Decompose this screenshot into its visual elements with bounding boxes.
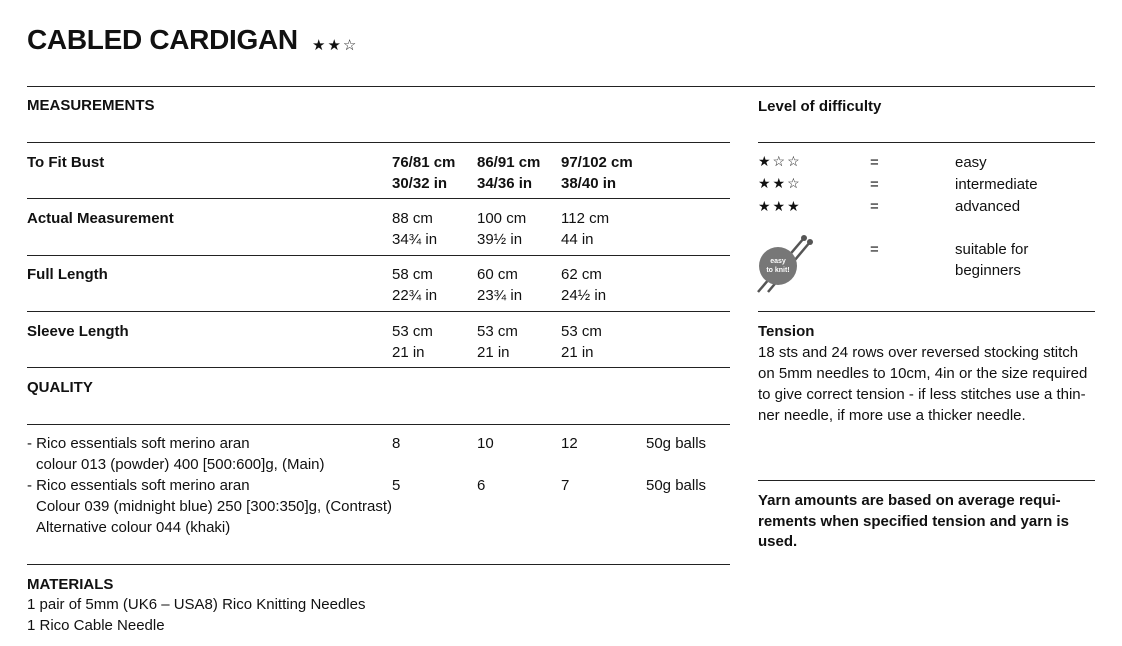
equals-sign: = — [870, 241, 879, 258]
value-cell: 53 cm 21 in — [561, 323, 602, 361]
row-label: To Fit Bust — [27, 154, 105, 171]
yarn-quantity: 7 — [561, 477, 570, 494]
divider — [758, 311, 1095, 312]
quality-heading: QUALITY — [27, 379, 93, 396]
row-label: Actual Measurement — [27, 210, 174, 227]
divider — [758, 480, 1095, 481]
divider — [27, 255, 730, 256]
divider — [27, 311, 730, 312]
divider — [27, 142, 730, 143]
divider — [27, 424, 730, 425]
value-cell: 62 cm 24½ in — [561, 266, 607, 304]
divider — [758, 142, 1095, 143]
difficulty-stars-icon: ★★☆ — [312, 37, 359, 54]
yarn-unit: 50g balls — [646, 477, 707, 494]
value-cell: 53 cm 21 in — [392, 323, 433, 361]
value-cell: 60 cm 23¾ in — [477, 266, 523, 304]
value-cell: 88 cm 34¾ in — [392, 210, 438, 248]
measurements-heading: MEASUREMENTS — [27, 97, 155, 114]
yarn-description: - Rico essentials soft merino aran colour 013 (powder) 400 [500:600]g, (Main) — [27, 435, 325, 473]
difficulty-label: suitable for beginners — [955, 241, 1029, 279]
stars-advanced-icon: ★★★ — [758, 198, 802, 214]
yarn-description: - Rico essentials soft merino aran Colour 039 (midnight blue) 250 [300:350]g, (Contrast) Alternative colour 044 (khaki) — [27, 477, 393, 536]
yarn-quantity: 12 — [561, 435, 578, 452]
equals-sign: = — [870, 198, 879, 215]
divider — [27, 86, 1095, 87]
yarn-quantity: 6 — [477, 477, 486, 494]
tension-heading: Tension — [758, 323, 815, 340]
list-item: 1 pair of 5mm (UK6 – USA8) Rico Knitting Needles — [27, 596, 366, 613]
yarn-quantity: 5 — [392, 477, 401, 494]
value-cell: 58 cm 22¾ in — [392, 266, 438, 304]
row-label: Sleeve Length — [27, 323, 129, 340]
divider — [27, 367, 730, 368]
divider — [27, 564, 730, 565]
yarn-quantity: 8 — [392, 435, 401, 452]
page-title: CABLED CARDIGAN — [27, 24, 298, 55]
svg-text:easy: easy — [770, 258, 786, 265]
list-item: 1 Rico Cable Needle — [27, 617, 165, 634]
difficulty-label: advanced — [955, 198, 1021, 215]
yarn-unit: 50g balls — [646, 435, 707, 452]
yarn-amount-note: Yarn amounts are based on average requi- rements when specified tension and yarn is used. — [758, 492, 1069, 550]
stars-intermediate-icon: ★★☆ — [758, 175, 802, 191]
size-cell: 97/102 cm 38/40 in — [561, 154, 633, 192]
difficulty-label: intermediate — [955, 176, 1038, 193]
materials-heading: MATERIALS — [27, 576, 114, 593]
size-cell: 76/81 cm 30/32 in — [392, 154, 456, 192]
divider — [27, 198, 730, 199]
difficulty-label: easy — [955, 154, 987, 171]
size-cell: 86/91 cm 34/36 in — [477, 154, 541, 192]
row-label: Full Length — [27, 266, 108, 283]
materials-list — [27, 594, 365, 636]
tension-text: 18 sts and 24 rows over reversed stocking stitch on 5mm needles to 10cm, 4in or the size required to give correct tension - if less stitches use a thin- ner needle, if more use a thicker needle. — [758, 344, 1088, 424]
value-cell: 53 cm 21 in — [477, 323, 518, 361]
svg-text:to knit!: to knit! — [766, 267, 790, 274]
yarn-quantity: 10 — [477, 435, 494, 452]
easy-to-knit-badge-icon — [756, 232, 814, 294]
equals-sign: = — [870, 176, 879, 193]
stars-easy-icon: ★☆☆ — [758, 153, 802, 169]
equals-sign: = — [870, 154, 879, 171]
difficulty-heading: Level of difficulty — [758, 98, 882, 115]
value-cell: 112 cm 44 in — [561, 210, 610, 248]
value-cell: 100 cm 39½ in — [477, 210, 527, 248]
